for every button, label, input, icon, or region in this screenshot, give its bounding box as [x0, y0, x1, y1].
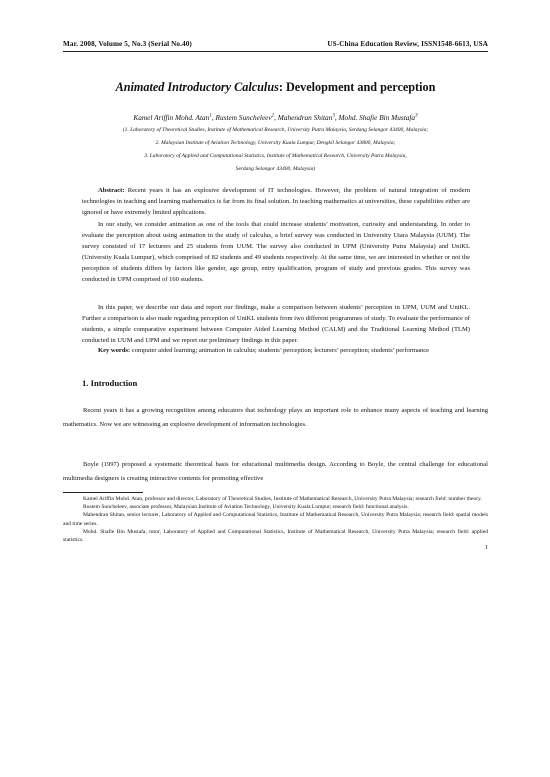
affiliation-line: 2. Malaysian Institute of Aviation Technology, University Kuala Lumpur, Dengkil Selangor 43800, Malaysia; [155, 140, 396, 146]
footnote: Mahendran Shitan, senior lecturer, Laboratory of Applied and Computational Statistics, Institute of Mathematical Research, University Putra Malaysia; research field: spatial models and time series. [63, 512, 488, 527]
footnote: Kamel Ariffin Mohd. Atan, professor and director, Laboratory of Theoretical Studies, Institute of Mathematical Research, University Putra Malaysia; research field: number theory. [83, 496, 482, 502]
affiliation-line: Serdang Selangor 43400, Malaysia) [235, 166, 316, 172]
author-name: Mohd. Shafie Bin Mustafa [338, 113, 416, 122]
affiliation-line: (1. Laboratory of Theoretical Studies, Institute of Mathematical Research, University Putra Malaysia, Serdang Selangor 43400, Malaysia; [122, 127, 429, 133]
author-name: Kamel Ariffin Mohd. Atan [133, 113, 210, 122]
footnote: Rustem Suncheleev, associate professor, Malaysian Institute of Aviation Technology, University Kuala Lumpur; research field: functional analysis. [83, 504, 409, 511]
abstract-paragraph: In our study, we consider animation as one of the tools that could increase students’ motivation, curiosity and understanding. In order to evaluate the perception about using animation in the study of calculus, a brief survey was conducted in University Utara Malaysia (UUM). The survey consisted of 17 lecturers and 25 students from UUM. The survey also conducted in UPM (University Putra Malaysia) and UniKL (University Kuala Lumpur), which comprised of 82 students and 49 students respectively. At the same time, we are interested in whether or not the perception of students differs by factors like gender, age group, entry qualification, program of study and previous grades. This survey was conducted in UPM comprised of 160 students. [82, 221, 470, 284]
title-rest: : Development and perception [278, 80, 436, 94]
abstract-text: Recent years it has an explosive development of IT technologies. However, the problem of natural integration of modern technologies in teaching and learning mathematics is far from its final solution. In teaching mathematics at universities, these capabilities either are ignored or have extremely limited applications. [82, 187, 470, 217]
running-header [63, 40, 488, 48]
abstract-label: Abstract: [98, 187, 125, 194]
affiliation-mark: 3 [415, 113, 418, 119]
affiliation-line: 3. Laboratory of Applied and Computational Statistics, Institute of Mathematical Research, University Putra Malaysia, [144, 153, 407, 159]
affiliation-mark: 2 [271, 113, 275, 119]
header-rule [63, 51, 488, 52]
affiliation-mark: 1 [209, 113, 212, 119]
author-name: Rustem Suncheleev [215, 113, 272, 122]
keywords-text: computer aided learning; animation in calculus; students’ perception; lecturers’ perception; students’ performance [130, 347, 430, 354]
keywords-paragraph [82, 345, 470, 356]
body-paragraph: Boyle (1997) proposed a systematic theoretical basis for educational multimedia design. According to Boyle, the central challenge for educational multimedia designers is creating interactive contents for promoting effective [63, 461, 488, 482]
footnotes [63, 495, 488, 544]
journal-issue-info: Mar. 2008, Volume 5, No.3 (Serial No.40) [63, 40, 192, 48]
keywords-label: Key words: [98, 347, 131, 354]
author-name: Mahendran Shitan [277, 113, 333, 122]
paper-title [63, 80, 488, 95]
footnote: Mohd. Shafie Bin Mustafa, tutor, Laboratory of Applied and Computational Statistics, Institute of Mathematical Research, University Putra Malaysia; research field: applied statistics. [63, 528, 488, 544]
author-separator: , [334, 113, 339, 122]
journal-name-issn: US-China Education Review, ISSN1548-6613, USA [327, 40, 488, 48]
abstract-paragraph [82, 185, 470, 218]
author-separator: , [274, 113, 278, 122]
affiliation-mark: 3 [332, 113, 335, 119]
section-heading: 1. Introduction [82, 378, 138, 388]
body-paragraph: Recent years it has a growing recognition among educators that technology plays an important role to enhance many aspects of teaching and learning mathematics. Now we are witnessing an explosive development of information technologies. [63, 407, 488, 428]
author-list [63, 113, 488, 122]
author-separator: , [211, 113, 216, 122]
footnote-rule [63, 492, 143, 493]
abstract-paragraph: In this paper, we describe our data and report our findings, make a comparison between students’ perception in UPM, UUM and UniKL. Further a comparison is also made regarding perception of UniKL students from two different programmes of study. To evaluate the performance of students, a simple comparative experiment between Computer Aided Learning Method (CALM) and the Traditional Learning Method (TLM) conducted in UUM and UPM and we report our preliminary findings in this paper. [82, 304, 470, 345]
page-number: 1 [484, 544, 488, 551]
title-italic-part: Animated Introductory Calculus [115, 80, 279, 94]
